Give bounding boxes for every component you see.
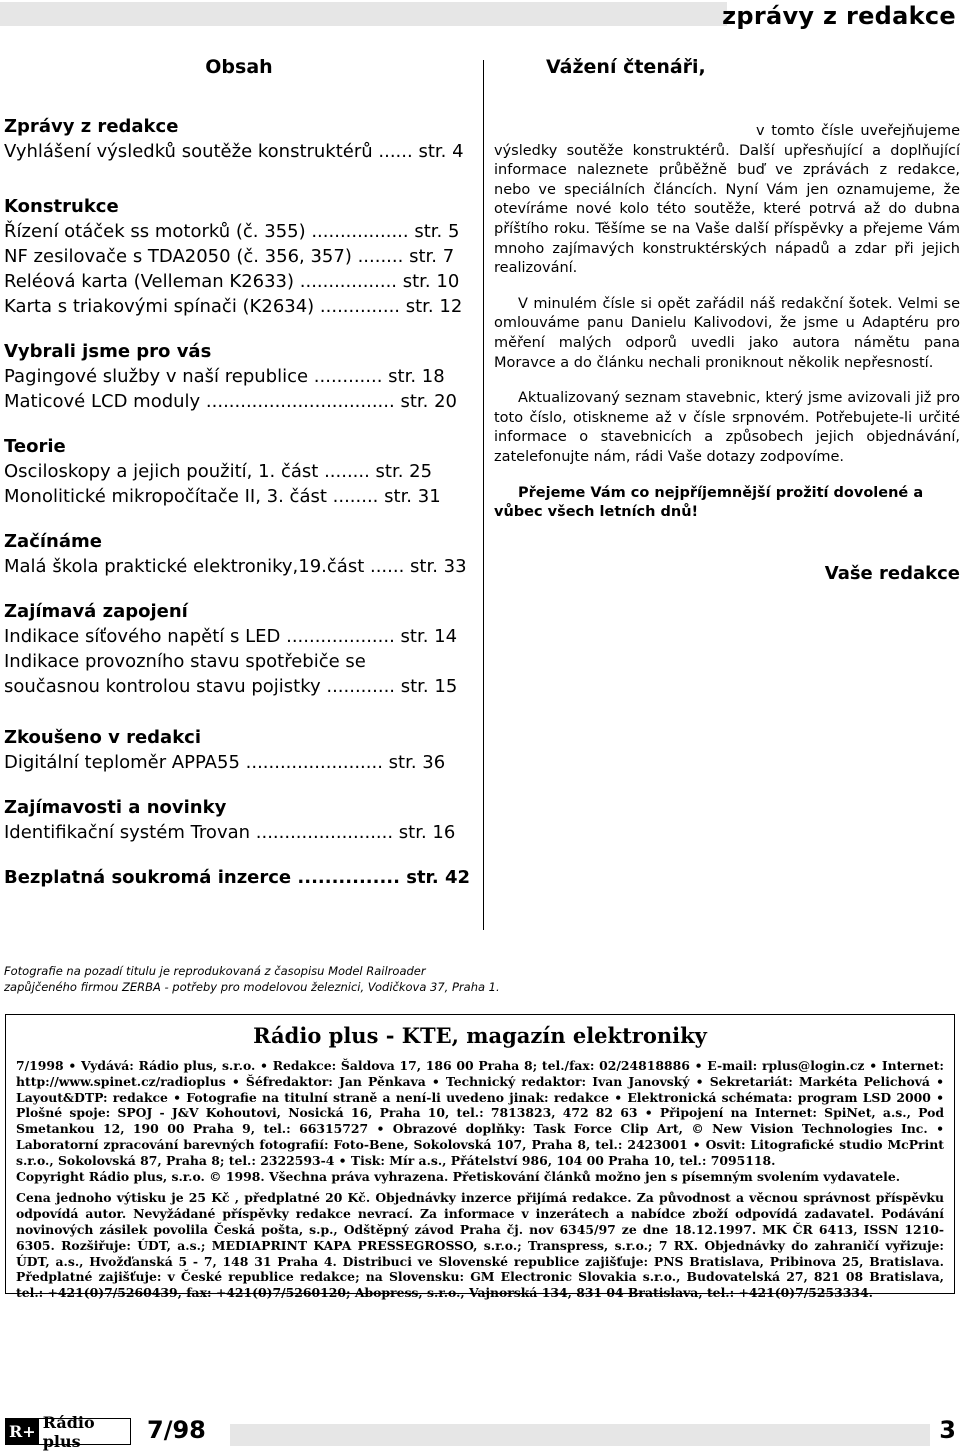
toc-entry[interactable]: Osciloskopy a jejich použití, 1. část ........ str. 25 — [4, 461, 433, 482]
photo-note-line: zapůjčeného firmou ZERBA - potřeby pro modelovou železnici, Vodičkova 37, Praha 1. — [4, 980, 500, 994]
toc-free-ads[interactable]: Bezplatná soukromá inzerce ............... str. 42 — [4, 867, 471, 888]
radio-plus-logo — [5, 1412, 131, 1451]
toc-section-title: Teorie — [4, 436, 66, 457]
toc-heading: Obsah — [205, 56, 273, 78]
masthead-terms: Cena jednoho výtisku je 25 Kč , předplatné 20 Kč. Objednávky inzerce přijímá redakce. Za původnost a věcnou správnost příspěvku odpovídá autor. Nevyžádané příspěvky redakce nevrací. Za informace v inzerátech a nabídce zboží odpovídá zadavatel. Podávání novinových zásilek povolila Česká pošta, s.p., Odštěpný závod Praha čj. nov 6345/97 ze dne 18.12.1997. MK ČR 6413, ISSN 1210-6305. Rozšiřuje: ÚDT, a.s.; MEDIAPRINT KAPA PRESSEGROSSO, s.r.o.; Transpress, s.r.o.; 7 RX. Objednávky do zahraničí vyřizuje: ÚDT, a.s., Hvožďanská 5 - 7, 148 31 Praha 4. Distribuci ve Slovenské republice zajišťuje: PNS Bratislava, Pribinova 25, Bratislava. Předplatné zajišťuje: v České republice redakce; na Slovensku: GM Electronic Slovakia s.r.o., Budovatelská 27, 821 08 Bratislava, tel.: +421(0)7/5260439, fax: +421(0)7/5260120; Abopress, s.r.o., Vajnorská 134, 831 04 Bratislava, tel.: +421(0)7/5253334. — [16, 1190, 944, 1301]
page-number: 3 — [939, 1416, 956, 1444]
page-header — [0, 0, 960, 38]
editorial-letter — [494, 56, 960, 584]
page-footer — [0, 1410, 960, 1449]
toc-entry[interactable]: Malá škola praktické elektroniky,19.část ...... str. 33 — [4, 556, 467, 577]
toc-section — [4, 725, 474, 775]
issue-number: 7/98 — [147, 1416, 206, 1444]
toc-entry[interactable]: Identifikační systém Trovan ........................ str. 16 — [4, 822, 456, 843]
toc-entry[interactable]: NF zesilovače s TDA2050 (č. 356, 357) ........ str. 7 — [4, 246, 455, 267]
letter-signoff: Vaše redakce — [824, 562, 960, 584]
masthead-title: Rádio plus - KTE, magazín elektroniky — [253, 1023, 707, 1048]
toc-entry[interactable]: Digitální teploměr APPA55 ........................ str. 36 — [4, 752, 446, 773]
letter-paragraph: v tomto čísle uveřejňujeme výsledky soutěže konstruktérů. Další upřesňující a doplňující informace naleznete průběžně buď ve zprávách z redakce, nebo ve speciálních článcích. Nyní Vám jen oznamujeme, že otevíráme nové kolo této soutěže, které potrvá až do dubna příštího roku. Těšíme se na Vaše další příspěvky a přejeme Vám mnoho zajímavých konstruktérských nápadů a zdar při jejich realizování. — [494, 123, 960, 277]
toc-section — [4, 529, 474, 579]
toc-entry[interactable]: Pagingové služby v naší republice ............ str. 18 — [4, 366, 445, 387]
toc-section — [4, 194, 474, 319]
toc-section-title: Zajímavosti a novinky — [4, 797, 227, 818]
letter-wish: Přejeme Vám co nejpříjemnější prožití dovolené a vůbec všech letních dnů! — [494, 484, 924, 521]
toc-section-title: Zkoušeno v redakci — [4, 727, 202, 748]
toc-entry[interactable]: Karta s triakovými spínači (K2634) .............. str. 12 — [4, 296, 463, 317]
masthead-copyright: Copyright Rádio plus, s.r.o. © 1998. Všechna práva vyhrazena. Přetiskování článků možno jen s písemným svolením vydavatele. — [16, 1168, 901, 1184]
header-gray-bar — [0, 2, 727, 26]
toc-section-title: Zajímavá zapojení — [4, 601, 188, 622]
toc-section-title: Vybrali jsme pro vás — [4, 341, 212, 362]
section-title: zprávy z redakce — [722, 2, 956, 30]
toc-section — [4, 599, 474, 699]
toc-entry[interactable]: Vyhlášení výsledků soutěže konstruktérů ...... str. 4 — [4, 141, 464, 162]
letter-paragraph: Aktualizovaný seznam stavebnic, který jsme avizovali již pro toto číslo, otiskneme až v čísle srpnovém. Potřebujete-li určité informace o stavebnicích a způsobech jejich objednávání, zatelefonujte nám, rádi Vaše dotazy zodpovíme. — [494, 390, 960, 465]
cover-photo-note — [4, 963, 704, 995]
toc-section — [4, 339, 474, 414]
photo-note-line: Fotografie na pozadí titulu je reprodukovaná z časopisu Model Railroader — [4, 964, 426, 978]
column-divider — [483, 60, 484, 930]
toc-section-title: Zprávy z redakce — [4, 116, 179, 137]
toc-section — [4, 114, 474, 164]
toc-entry[interactable]: Monolitické mikropočítače II, 3. část ........ str. 31 — [4, 486, 441, 507]
masthead-imprint: 7/1998 • Vydává: Rádio plus, s.r.o. • Redakce: Šaldova 17, 186 00 Praha 8; tel./fax: 02/24818886 • E-mail: rplus@login.cz • Internet: http://www.spinet.cz/radioplus • Šéfredaktor: Jan Pěnkava • Technický redaktor: Ivan Janovský • Sekretariát: Markéta Pelichová • Layout&DTP: redakce • Fotografie na titulní straně a není-li uvedeno jinak: redakce • Elektronická schémata: program LSD 2000 • Plošné spoje: SPOJ - J&V Kohoutovi, Nosická 16, Praha 10, tel.: 7813823, 472 82 63 • Připojení na Internet: SpiNet, a.s., Pod Smetankou 12, 190 00 Praha 9, tel.: 66315727 • Obrazové doplňky: Task Force Clip Art, © New Vision Technologies Inc. • Laboratorní zpracování barevných fotografií: Foto-Bene, Sokolovská 107, Praha 8, tel.: 2423001 • Osvit: Litografické studio McPrint s.r.o., Sokolovská 87, Praha 8; tel.: 2322593-4 • Tisk: Mír a.s., Přátelství 986, 104 00 Praha 10, tel.: 7095118. — [16, 1058, 944, 1168]
toc-entry[interactable]: současnou kontrolou stavu pojistky ............ str. 15 — [4, 676, 458, 697]
toc-entry[interactable]: Maticové LCD moduly ................................. str. 20 — [4, 391, 457, 412]
toc-section — [4, 795, 474, 845]
logo-rplus-mark: R+ — [6, 1419, 39, 1444]
letter-greeting: Vážení čtenáři, — [546, 56, 706, 78]
toc-section — [4, 434, 474, 509]
toc-section-title: Začínáme — [4, 531, 102, 552]
footer-gray-bar — [230, 1424, 930, 1446]
toc-entry[interactable]: Řízení otáček ss motorků (č. 355) ................. str. 5 — [4, 221, 460, 242]
table-of-contents — [4, 56, 474, 890]
toc-entry[interactable]: Indikace síťového napětí s LED ................... str. 14 — [4, 626, 458, 647]
toc-entry[interactable]: Reléová karta (Velleman K2633) ................. str. 10 — [4, 271, 460, 292]
toc-section-title: Konstrukce — [4, 196, 119, 217]
masthead-box — [5, 1014, 955, 1301]
toc-list — [4, 114, 474, 890]
logo-wordmark: Rádio plus — [42, 1412, 95, 1451]
toc-entry[interactable]: Indikace provozního stavu spotřebiče se — [4, 651, 366, 672]
letter-paragraph: V minulém čísle si opět zařádil náš redakční šotek. Velmi se omlouváme panu Danielu Kalivodovi, že jsme u Adaptéru pro měření malých odporů uvedli jako autora námětu pana Moravce a do článku nechali proniknout několik nepřesností. — [494, 295, 960, 371]
